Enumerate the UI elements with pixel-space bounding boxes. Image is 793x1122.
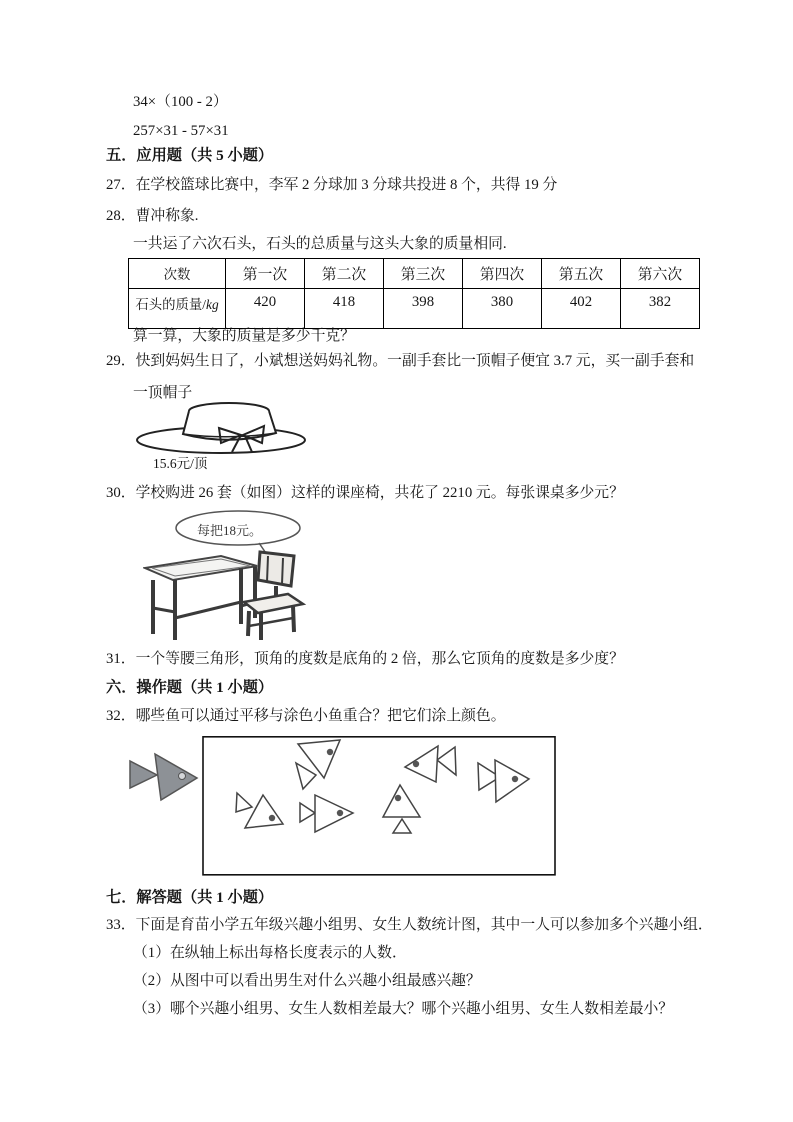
stone-weight-table: [128, 258, 700, 329]
question-29-line-1: 29．快到妈妈生日了，小斌想送妈妈礼物。一副手套比一顶帽子便宜 3.7 元，买一副手套和: [106, 353, 695, 369]
table-header-cell: 第三次: [384, 259, 463, 289]
table-header-cell: 第一次: [226, 259, 305, 289]
row-label-unit: kg: [206, 297, 219, 312]
chair-crossbar: [249, 618, 293, 626]
question-30-text: 30．学校购进 26 套（如图）这样的课座椅，共花了 2210 元。每张课桌多少元？: [106, 485, 624, 501]
outline-fish-a: [296, 740, 340, 789]
table-header-cell: 第五次: [542, 259, 621, 289]
desk-chair-figure: [143, 506, 311, 646]
table-header-cell: 次数: [129, 259, 226, 289]
table-header-row: [129, 259, 700, 289]
question-33-sub-1: （1）在纵轴上标出每格长度表示的人数．: [133, 945, 407, 961]
table-data-row: [129, 289, 700, 329]
expression-line-2: 257×31 - 57×31: [133, 123, 229, 139]
price-bubble-text: 每把18元。: [197, 523, 263, 538]
question-33-sub-2: （2）从图中可以看出男生对什么兴趣小组最感兴趣？: [133, 973, 481, 989]
outline-fish-f: [383, 785, 420, 833]
section-7-title: 七．解答题（共 1 小题）: [106, 889, 274, 906]
question-33-text: 33．下面是育苗小学五年级兴趣小组男、女生人数统计图，其中一人可以参加多个兴趣小组．: [106, 917, 713, 933]
question-27-text: 27．在学校篮球比赛中，李军 2 分球加 3 分球共投进 8 个，共得 19 分: [106, 177, 558, 193]
hat-drawing: [133, 400, 318, 456]
outline-fish-e: [300, 795, 353, 832]
section-6-title: 六．操作题（共 1 小题）: [106, 679, 274, 696]
hat-figure: [133, 400, 318, 456]
expression-line-1: 34×（100 - 2）: [133, 94, 228, 110]
table-value-cell: 418: [305, 289, 384, 329]
question-28-intro: 28．曹冲称象.: [106, 208, 199, 224]
question-31-text: 31．一个等腰三角形，顶角的度数是底角的 2 倍，那么它顶角的度数是多少度？: [106, 651, 624, 667]
fish-drawing: [125, 736, 565, 878]
table-value-cell: 420: [226, 289, 305, 329]
outline-fish-c: [478, 760, 529, 802]
question-33-sub-3: （3）哪个兴趣小组男、女生人数相差最大？哪个兴趣小组男、女生人数相差最小？: [133, 1001, 674, 1017]
table-value-cell: 382: [621, 289, 700, 329]
table-header-cell: 第二次: [305, 259, 384, 289]
question-28-description: 一共运了六次石头，石头的总质量与这头大象的质量相同.: [133, 236, 507, 252]
table-value-cell: 402: [542, 289, 621, 329]
shaded-fish: [130, 754, 197, 800]
section-5-title: 五．应用题（共 5 小题）: [106, 147, 274, 164]
table-value-cell: 398: [384, 289, 463, 329]
outline-fish-d: [236, 793, 283, 828]
question-32-text: 32．哪些鱼可以通过平移与涂色小鱼重合？把它们涂上颜色。: [106, 708, 506, 724]
table-header-cell: 第四次: [463, 259, 542, 289]
table-row-label: [129, 289, 226, 329]
table-header-cell: 第六次: [621, 259, 700, 289]
fish-box-frame: [203, 737, 555, 875]
question-29-line-2: 一顶帽子: [133, 385, 193, 401]
table-value-cell: 380: [463, 289, 542, 329]
fish-translation-figure: [125, 736, 565, 878]
question-28-prompt: 算一算，大象的质量是多少千克？: [133, 328, 355, 344]
hat-price-label: 15.6元/顶: [153, 456, 208, 471]
row-label-text: 石头的质量/: [135, 297, 207, 312]
outline-fish-b: [405, 746, 456, 782]
chair-backrest: [258, 552, 294, 586]
